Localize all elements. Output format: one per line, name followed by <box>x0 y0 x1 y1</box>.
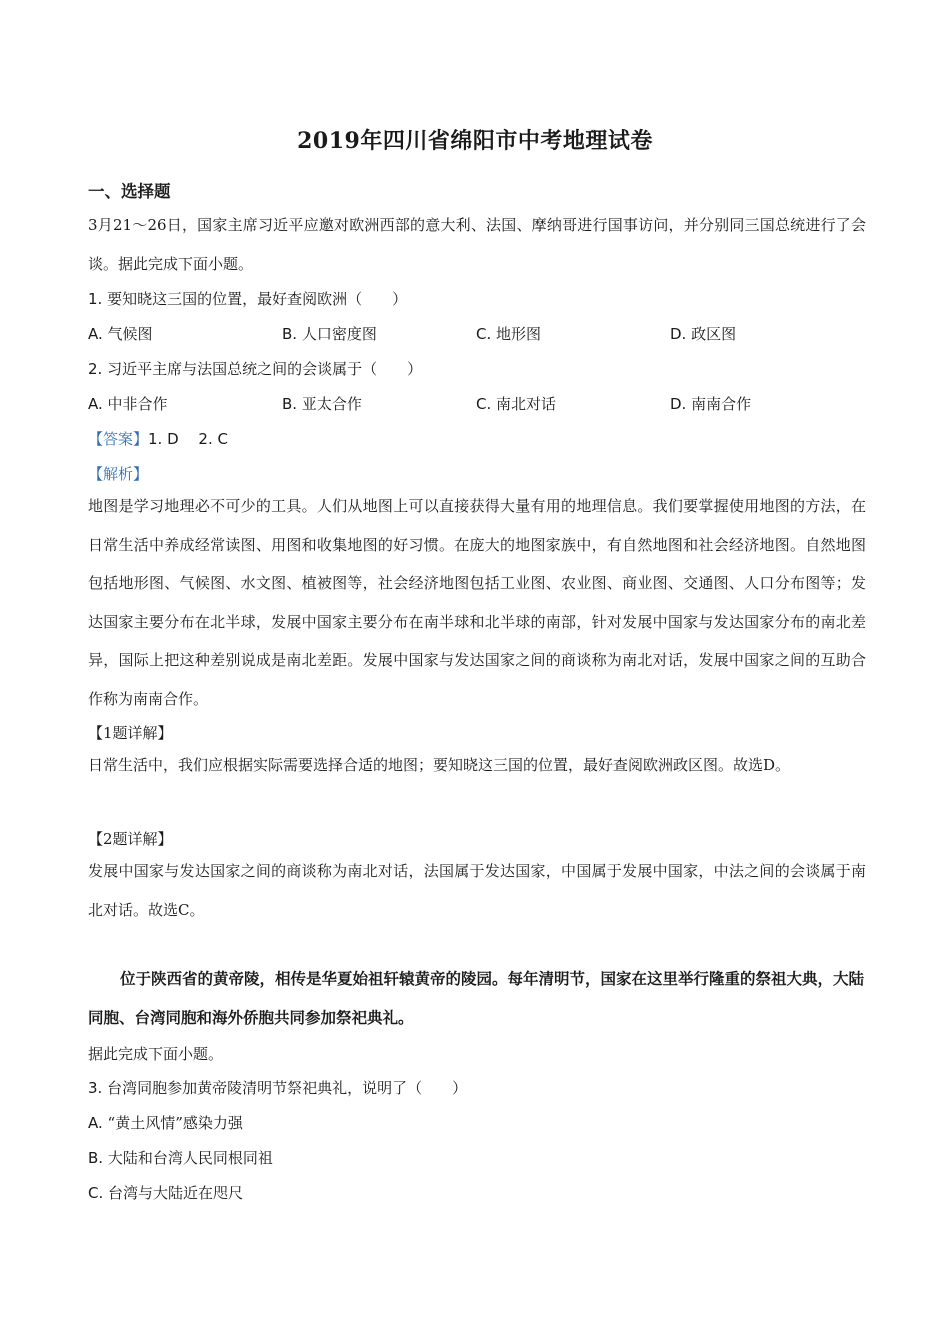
option-letter: B. <box>282 325 298 343</box>
question-1-option-a[interactable] <box>88 323 153 344</box>
intro-paragraph: 3月21～26日，国家主席习近平应邀对欧洲西部的意大利、法国、摩纳哥进行国事访问，并分别同三国总统进行了会谈。据此完成下面小题。 <box>88 216 866 273</box>
section-heading: 一、选择题 <box>88 182 171 201</box>
option-letter: A. <box>88 1114 103 1132</box>
question-2-number: 2. <box>88 360 103 378</box>
option-letter: C. <box>476 395 492 413</box>
passage-2-prompt: 据此完成下面小题。 <box>88 1045 224 1063</box>
option-text: 气候图 <box>107 325 153 343</box>
option-text: 中非合作 <box>107 395 168 413</box>
question-3-option-b[interactable] <box>88 1147 273 1168</box>
option-text: “黄土风情”感染力强 <box>107 1114 243 1132</box>
detail-2-tag: 【2题详解】 <box>88 830 173 848</box>
question-3-text: 台湾同胞参加黄帝陵清明节祭祀典礼，说明了（ ） <box>107 1079 468 1097</box>
question-2-option-d[interactable] <box>670 393 751 414</box>
question-3-number: 3. <box>88 1079 103 1097</box>
question-3-option-c[interactable] <box>88 1182 243 1203</box>
question-2-option-a[interactable] <box>88 393 168 414</box>
question-3 <box>88 1077 467 1098</box>
question-1-option-c[interactable] <box>476 323 541 344</box>
question-3-option-a[interactable] <box>88 1112 243 1133</box>
option-text: 地形图 <box>496 325 542 343</box>
option-letter: B. <box>282 395 298 413</box>
option-text: 大陆和台湾人民同根同祖 <box>107 1149 273 1167</box>
question-2-text: 习近平主席与法国总统之间的会谈属于（ ） <box>107 360 423 378</box>
option-letter: D. <box>670 325 687 343</box>
analysis-paragraph: 地图是学习地理必不可少的工具。人们从地图上可以直接获得大量有用的地理信息。我们要掌握使用地图的方法，在日常生活中养成经常读图、用图和收集地图的好习惯。在庞大的地图家族中，有自然地图和社会经济地图。自然地图包括地形图、气候图、水文图、植被图等，社会经济地图包括工业图、农业图、商业图、交通图、人口分布图等；发达国家主要分布在北半球，发展中国家主要分布在南半球和北半球的南部，针对发展中国家与发达国家分布的南北差异，国际上把这种差别说成是南北差距。发展中国家与发达国家之间的商谈称为南北对话，发展中国家之间的互助合作称为南南合作。 <box>88 497 866 708</box>
question-1-option-d[interactable] <box>670 323 736 344</box>
answer-text: 1. D 2. C <box>148 430 228 448</box>
question-2-option-b[interactable] <box>282 393 362 414</box>
option-letter: A. <box>88 325 103 343</box>
option-letter: B. <box>88 1149 104 1167</box>
option-letter: D. <box>670 395 687 413</box>
option-text: 台湾与大陆近在咫尺 <box>108 1184 244 1202</box>
passage-2: 位于陕西省的黄帝陵，相传是华夏始祖轩辕黄帝的陵园。每年清明节，国家在这里举行隆重的祭祖大典，大陆同胞、台湾同胞和海外侨胞共同参加祭祀典礼。 <box>88 970 865 1027</box>
option-text: 政区图 <box>691 325 737 343</box>
question-1-number: 1. <box>88 290 103 308</box>
question-2 <box>88 358 422 379</box>
option-letter: C. <box>476 325 492 343</box>
question-1-text: 要知晓这三国的位置，最好查阅欧洲（ ） <box>107 290 408 308</box>
question-1-option-b[interactable] <box>282 323 377 344</box>
question-1 <box>88 288 407 309</box>
detail-2-paragraph: 发展中国家与发达国家之间的商谈称为南北对话，法国属于发达国家，中国属于发展中国家，中法之间的会谈属于南北对话。故选C。 <box>88 862 866 919</box>
option-letter: A. <box>88 395 103 413</box>
answer-tag: 【答案】 <box>88 430 149 448</box>
analysis-tag: 【解析】 <box>88 465 149 483</box>
option-text: 南南合作 <box>691 395 752 413</box>
option-text: 南北对话 <box>496 395 557 413</box>
detail-1-tag: 【1题详解】 <box>88 724 173 742</box>
page-title: 2019年四川省绵阳市中考地理试卷 <box>297 128 653 154</box>
option-text: 人口密度图 <box>301 325 377 343</box>
option-text: 亚太合作 <box>301 395 362 413</box>
answer-line <box>88 428 228 449</box>
option-letter: C. <box>88 1184 104 1202</box>
question-2-option-c[interactable] <box>476 393 556 414</box>
detail-1-paragraph: 日常生活中，我们应根据实际需要选择合适的地图；要知晓这三国的位置，最好查阅欧洲政区图。故选D。 <box>88 756 791 774</box>
